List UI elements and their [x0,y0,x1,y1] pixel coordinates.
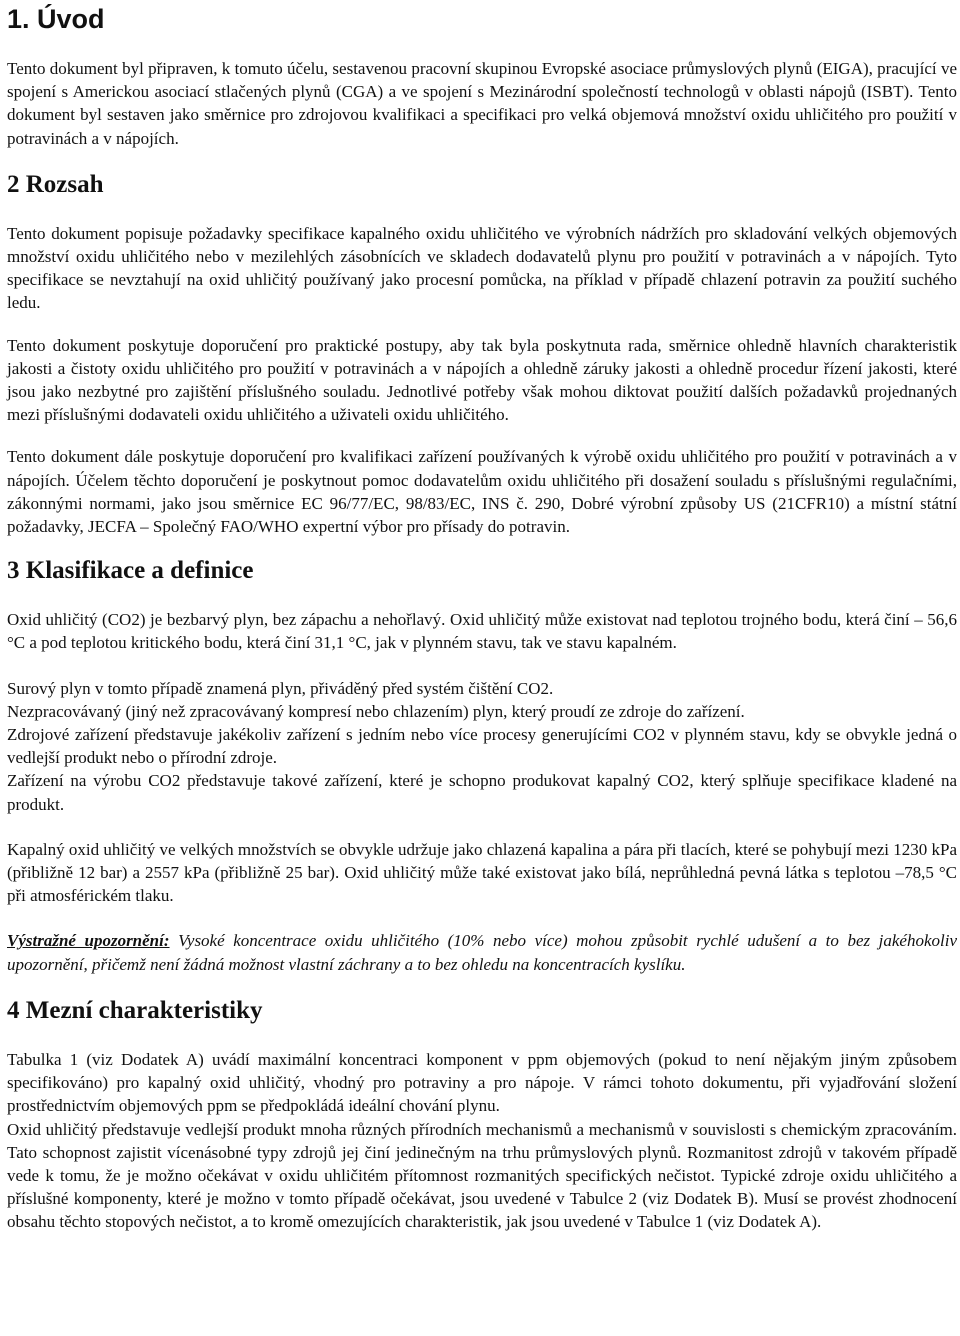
section-heading-klasifikace: 3 Klasifikace a definice [7,557,254,585]
paragraph: Zdrojové zařízení představuje jakékoliv zařízení s jedním nebo více procesy generujícími CO2 v plynném stavu, kdy se obvykle jedná o vedlejší produkt nebo o přírodní zdroje. [7,725,957,768]
paragraph: Surový plyn v tomto případě znamená plyn, přiváděný před systém čištění CO2. [7,678,554,698]
paragraph: Oxid uhličitý představuje vedlejší produkt mnoha různých přírodních mechanismů a mechanismů v souvislosti s chemickým zpracováním. Tato schopnost zajistit vícenásobné typy zdrojů jej činí jedinečným na trhu průmyslových plynů. Rozmanitost zdrojů v takovém případě vede k tomu, že je možno očekávat v oxidu uhličitém přítomnost rozmanitých specifických nečistot. Typické zdroje oxidu uhličitého a příslušné komponenty, které je možno v tomto případě očekávat, jsou uvedené v Tabulce 2 (viz Dodatek B). Musí se provést zhodnocení obsahu těchto stopových nečistot, a to kromě omezujících charakteristik, jak jsou uvedené v Tabulce 1 (viz Dodatek A). [7,1119,957,1232]
paragraph: Tento dokument byl připraven, k tomuto účelu, sestavenou pracovní skupinou Evropské asociace průmyslových plynů (EIGA), pracující ve spojení s Americkou asociací stlačených plynů (CGA) a ve spojení s Mezinárodní společností technologů v oblasti nápojů (ISBT). Tento dokument byl sestaven jako směrnice pro zdrojovou kvalifikaci a specifikaci pro velká objemová množství oxidu uhličitého pro použití v potravinách a v nápojích. [7,59,957,148]
warning-text: Vysoké koncentrace oxidu uhličitého (10% nebo více) mohou způsobit rychlé udušení a to bez jakéhokoliv upozornění, přičemž není žádná možnost vlastní záchrany a to bez ohledu na koncentracích kyslíku. [7,931,957,974]
paragraph: Zařízení na výrobu CO2 představuje takové zařízení, které je schopno produkovat kapalný CO2, který splňuje specifikace kladené na produkt. [7,771,957,814]
section-heading-mezni-charakteristiky: 4 Mezní charakteristiky [7,996,263,1024]
paragraph: Tento dokument dále poskytuje doporučení pro kvalifikaci zařízení používaných k výrobě oxidu uhličitého pro použití v potravinách a v nápojích. Účelem těchto doporučení je poskytnout pomoc dodavatelům oxidu uhličitého při dosažení souladu s příslušnými regulačními, zákonnými normami, jako jsou směrnice EC 96/77/EC, 98/83/EC, INS č. 290, Dobré výrobní způsoby US (21CFR10) a místní státní požadavky, JECFA – Společný FAO/WHO expertní výbor pro přísady do potravin. [7,447,957,537]
paragraph: Tento dokument popisuje požadavky specifikace kapalného oxidu uhličitého ve výrobních nádržích pro skladování velkých objemových množství oxidu uhličitého nebo v mezilehlých zásobnících ve skladech dodavatelů plynu pro použití v potravinách a v nápojích. Tyto specifikace se nevztahují na oxid uhličitý používaný jako procesní pomůcka, na příklad v případě chlazení potravin za použití suchého ledu. [7,223,957,313]
paragraph: Tento dokument poskytuje doporučení pro praktické postupy, aby tak byla poskytnuta rada, směrnice ohledně hlavních charakteristik jakosti a čistoty oxidu uhličitého pro použití v potravinách a v nápojích a ohledně záruky jakosti a ohledně procedur řízení jakosti, které jsou jako nezbytné pro zajištění příslušného souladu. Jednotlivé potřeby však mohou diktovat použití dalších požadavků projednaných mezi příslušnými dodavateli oxidu uhličitého a uživateli oxidu uhličitého. [7,335,957,425]
document-page [7,0,957,1234]
paragraph: Nezpracovávaný (jiný než zpracovávaný kompresí nebo chlazením) plyn, který proudí ze zdroje do zařízení. [7,701,745,721]
paragraph: Oxid uhličitý (CO2) je bezbarvý plyn, bez zápachu a nehořlavý. Oxid uhličitý může existovat nad teplotou trojného bodu, která činí – 56,6 °C a pod teplotou kritického bodu, která činí 31,1 °C, jak v plynném stavu, tak ve stavu kapalném. [7,610,957,653]
paragraph: Tabulka 1 (viz Dodatek A) uvádí maximální koncentraci komponent v ppm objemových (pokud to není nějakým jiným způsobem specifikováno) pro kapalný oxid uhličitý, vhodný pro potraviny a pro nápoje. V rámci tohoto dokumentu, při vyjadřování složení prostřednictvím objemových ppm se předpokládá ideální chování plynu. [7,1049,957,1116]
section-heading-rozsah: 2 Rozsah [7,170,104,198]
warning-label: Výstražné upozornění: [7,931,170,951]
section-heading-uvod: 1. Úvod [7,4,105,34]
warning-note [7,929,957,975]
paragraph: Kapalný oxid uhličitý ve velkých množstvích se obvykle udržuje jako chlazená kapalina a pára při tlacích, které se pohybují mezi 1230 kPa (přibližně 12 bar) a 2557 kPa (přibližně 25 bar). Oxid uhličitý může také existovat jako bílá, neprůhledná pevná látka s teplotou –78,5 °C při atmosférickém tlaku. [7,839,957,906]
